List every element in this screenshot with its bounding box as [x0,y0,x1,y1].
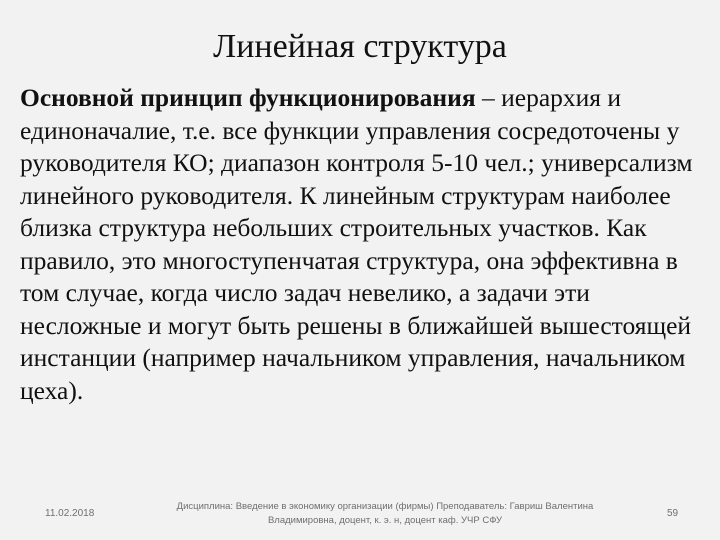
footer-course-info [130,500,640,528]
footer-date: 11.02.2018 [45,508,95,519]
slide-footer [0,498,720,538]
slide-body-text [20,82,700,407]
footer-line-2: Владимировна, доцент, к. э. н, доцент каф. УЧР СФУ [267,515,503,526]
body-text: – иерархия и единоначалие, т.е. все функции управления сосредоточены у руководителя КО; диапазон контроля 5-10 чел.; универсализм линейного руководителя. К линейным структурам наиболее близка структура небольших строительных участков. Как правило, это многоступенчатая структура, она эффективна в том случае, когда число задач невелико, а задачи эти несложные и могут быть решены в ближайшей вышестоящей инстанции (например начальником управления, начальником цеха). [20,83,693,405]
footer-page-number: 59 [667,508,679,519]
footer-line-1: Дисциплина: Введение в экономику организации (фирмы) Преподаватель: Гавриш Валентина [176,501,594,512]
slide-title: Линейная структура [213,28,507,65]
body-bold-lead: Основной принцип функционирования [20,83,476,112]
